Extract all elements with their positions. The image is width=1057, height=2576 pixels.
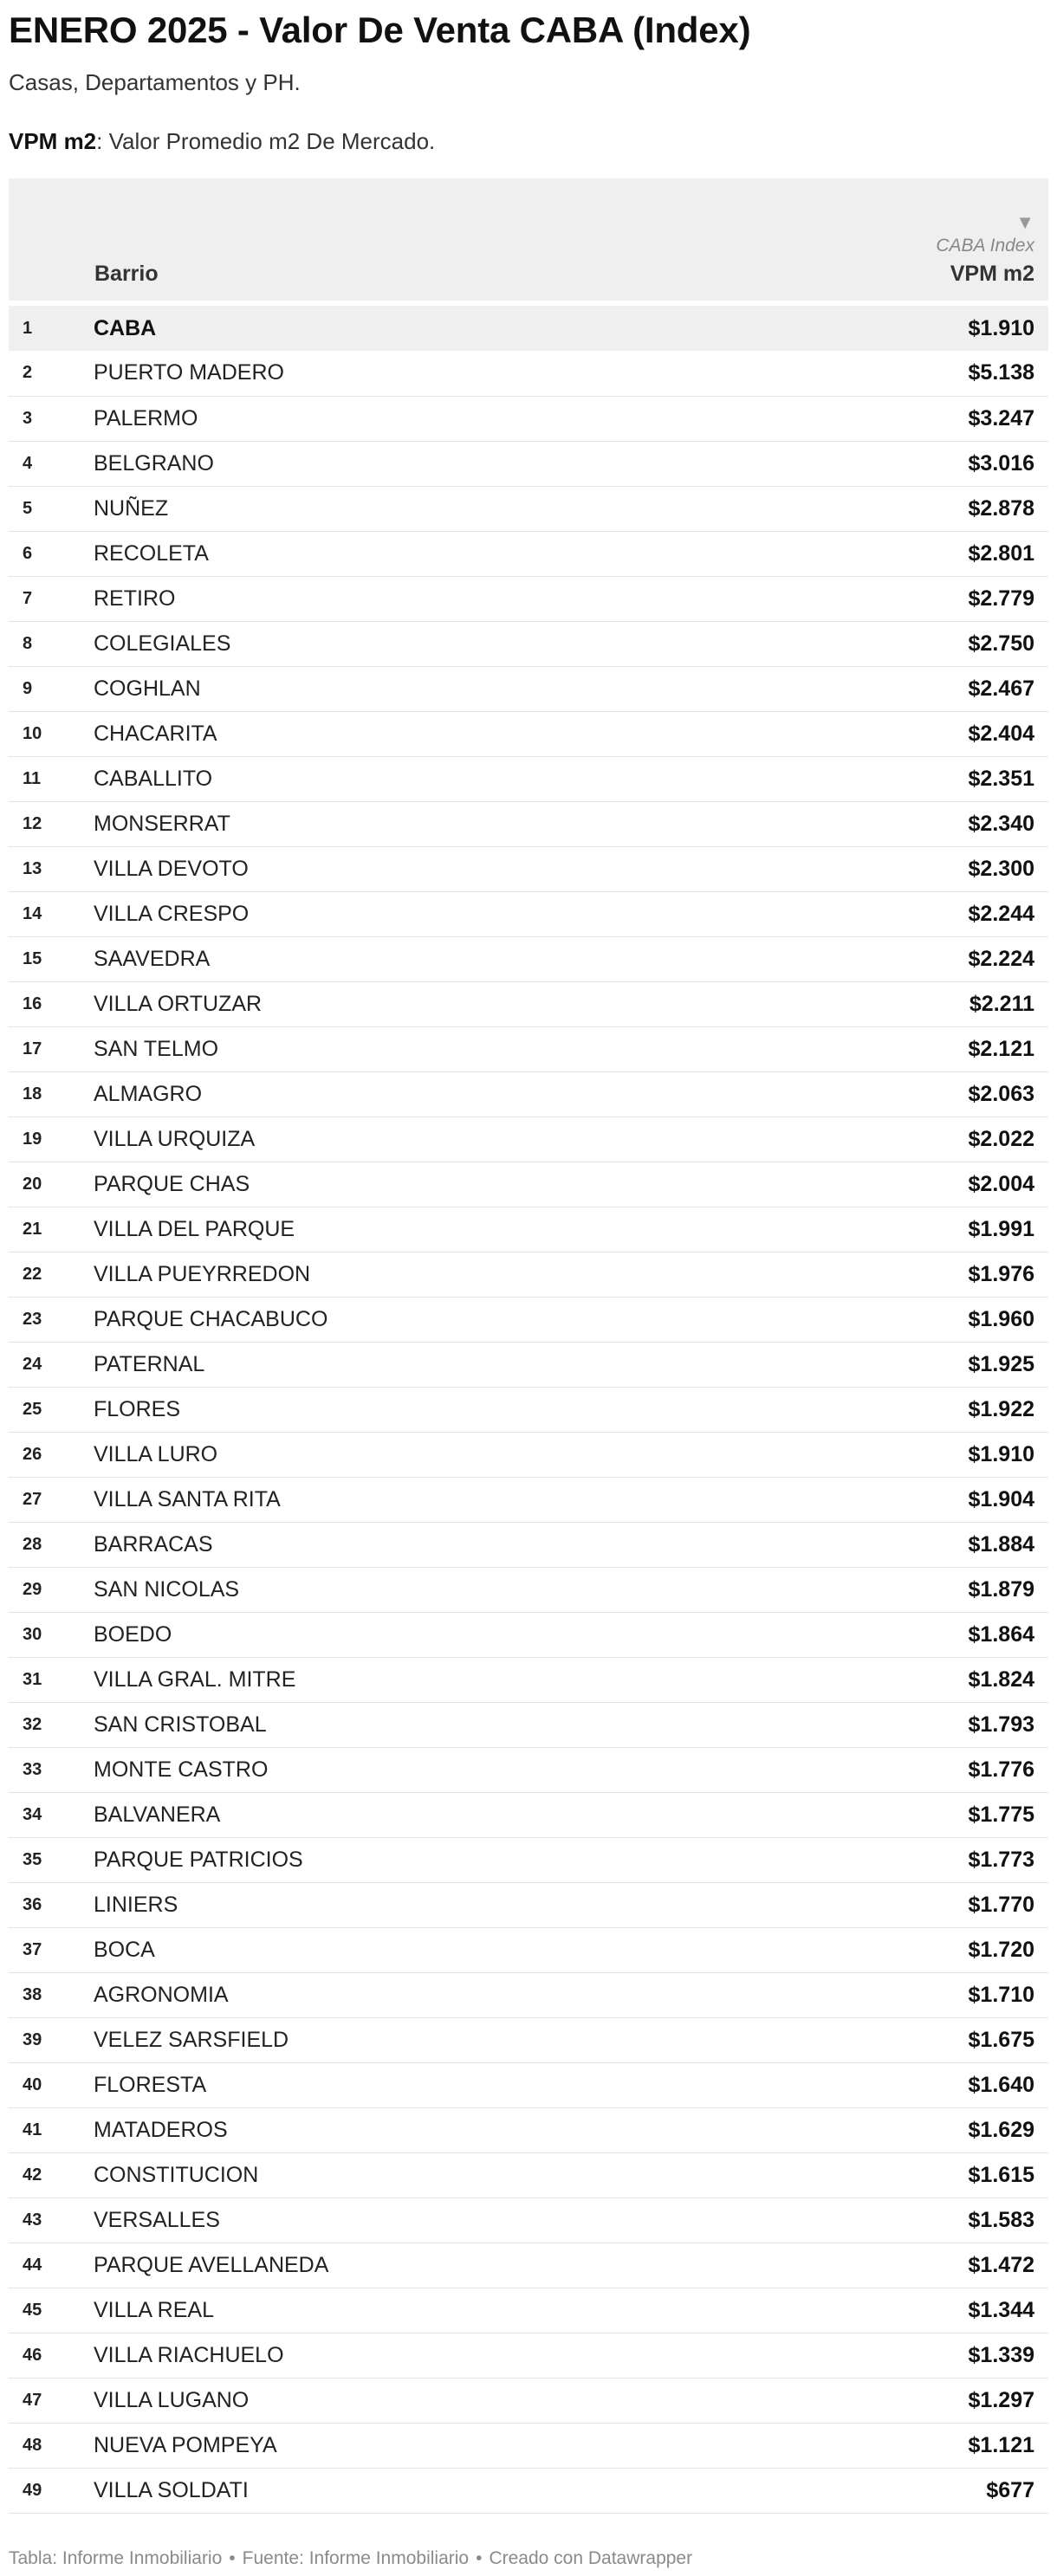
vpm-value-cell: $1.793 — [704, 1702, 1048, 1747]
table-row — [9, 1747, 1048, 1792]
header-value-label: VPM m2 — [950, 262, 1034, 286]
vpm-value-cell: $1.775 — [704, 1792, 1048, 1837]
table-row — [9, 1837, 1048, 1882]
vpm-value-cell: $2.779 — [704, 576, 1048, 621]
vpm-value-cell: $677 — [704, 2468, 1048, 2513]
vpm-value-cell: $3.016 — [704, 441, 1048, 486]
vpm-value-cell: $3.247 — [704, 396, 1048, 441]
table-row — [9, 846, 1048, 891]
barrio-cell: PARQUE CHACABUCO — [94, 1297, 704, 1342]
barrio-cell: VELEZ SARSFIELD — [94, 2017, 704, 2062]
vpm-value-cell: $1.640 — [704, 2062, 1048, 2107]
barrio-cell: CABALLITO — [94, 756, 704, 801]
vpm-value-cell: $1.904 — [704, 1477, 1048, 1522]
table-row — [9, 1522, 1048, 1567]
table-row — [9, 1882, 1048, 1927]
header-rank — [9, 178, 94, 301]
rank-cell: 30 — [9, 1612, 94, 1657]
table-row — [9, 396, 1048, 441]
barrio-cell: PUERTO MADERO — [94, 351, 704, 396]
table-row — [9, 351, 1048, 396]
rank-cell: 32 — [9, 1702, 94, 1747]
rank-cell: 3 — [9, 396, 94, 441]
vpm-value-cell: $2.211 — [704, 981, 1048, 1026]
rank-cell: 15 — [9, 936, 94, 981]
table-row — [9, 756, 1048, 801]
vpm-value-cell: $1.629 — [704, 2107, 1048, 2152]
vpm-value-cell: $1.960 — [704, 1297, 1048, 1342]
footer — [9, 2547, 1048, 2571]
table-row — [9, 711, 1048, 756]
vpm-value-cell: $1.615 — [704, 2152, 1048, 2197]
vpm-value-cell: $1.297 — [704, 2378, 1048, 2423]
barrio-cell: PATERNAL — [94, 1342, 704, 1387]
vpm-value-cell: $2.404 — [704, 711, 1048, 756]
rank-cell: 34 — [9, 1792, 94, 1837]
rank-cell: 21 — [9, 1207, 94, 1252]
table-row — [9, 801, 1048, 846]
barrio-cell: NUEVA POMPEYA — [94, 2423, 704, 2468]
vpm-value-cell: $2.340 — [704, 801, 1048, 846]
rank-cell: 26 — [9, 1432, 94, 1477]
table-row — [9, 1071, 1048, 1116]
header-vpm-m2[interactable] — [704, 178, 1048, 301]
rank-cell: 39 — [9, 2017, 94, 2062]
vpm-value-cell: $1.910 — [968, 315, 1034, 340]
table-row — [9, 936, 1048, 981]
rank-cell: 28 — [9, 1522, 94, 1567]
barrio-cell: PALERMO — [94, 396, 704, 441]
table-row — [9, 1792, 1048, 1837]
rank-cell: 9 — [9, 666, 94, 711]
rank-cell: 23 — [9, 1297, 94, 1342]
barrio-cell: RECOLETA — [94, 531, 704, 576]
vpm-value-cell: $5.138 — [704, 351, 1048, 396]
barrio-cell: SAAVEDRA — [94, 936, 704, 981]
table-row — [9, 2152, 1048, 2197]
rank-cell: 36 — [9, 1882, 94, 1927]
vpm-value-cell: $1.773 — [704, 1837, 1048, 1882]
barrio-cell: MATADEROS — [94, 2107, 704, 2152]
rank-cell: 2 — [9, 351, 94, 396]
footer-source: Fuente: Informe Inmobiliario — [242, 2547, 470, 2568]
vpm-value-cell: $1.776 — [704, 1747, 1048, 1792]
rank-cell: 43 — [9, 2197, 94, 2243]
barrio-cell: SAN CRISTOBAL — [94, 1702, 704, 1747]
table-row — [9, 2378, 1048, 2423]
table-row — [9, 2333, 1048, 2378]
table-row — [9, 1116, 1048, 1162]
table-row — [9, 1612, 1048, 1657]
header-note: CABA Index — [936, 236, 1034, 256]
rank-cell: 45 — [9, 2288, 94, 2333]
table-row — [9, 1297, 1048, 1342]
vpm-value-cell: $1.922 — [704, 1387, 1048, 1432]
barrio-cell: VERSALLES — [94, 2197, 704, 2243]
barrio-cell: VILLA LURO — [94, 1432, 704, 1477]
rank-cell: 1 — [23, 318, 33, 338]
vpm-value-cell: $2.004 — [704, 1162, 1048, 1207]
barrio-cell: VILLA GRAL. MITRE — [94, 1657, 704, 1702]
barrio-cell: FLORESTA — [94, 2062, 704, 2107]
rank-cell: 17 — [9, 1026, 94, 1071]
table-row — [9, 2107, 1048, 2152]
table-header-row — [9, 178, 1048, 301]
rank-cell: 5 — [9, 486, 94, 531]
footer-table-credit: Tabla: Informe Inmobiliario — [9, 2547, 223, 2568]
description-term: VPM m2 — [9, 128, 97, 154]
table-body — [9, 306, 1048, 2513]
barrio-cell: NUÑEZ — [94, 486, 704, 531]
rank-cell: 10 — [9, 711, 94, 756]
rank-cell: 46 — [9, 2333, 94, 2378]
table-row — [9, 2243, 1048, 2288]
table-row — [9, 576, 1048, 621]
vpm-value-cell: $2.224 — [704, 936, 1048, 981]
table-row — [9, 666, 1048, 711]
barrio-cell: CHACARITA — [94, 711, 704, 756]
vpm-value-cell: $2.801 — [704, 531, 1048, 576]
vpm-value-cell: $2.022 — [704, 1116, 1048, 1162]
barrio-cell: VILLA URQUIZA — [94, 1116, 704, 1162]
rank-cell: 33 — [9, 1747, 94, 1792]
barrio-cell: PARQUE AVELLANEDA — [94, 2243, 704, 2288]
table-row — [9, 1972, 1048, 2017]
footer-datawrapper-credit: Creado con Datawrapper — [489, 2547, 693, 2568]
sort-down-icon[interactable]: ▼ — [1015, 211, 1034, 233]
rank-cell: 41 — [9, 2107, 94, 2152]
rank-cell: 19 — [9, 1116, 94, 1162]
header-barrio[interactable]: Barrio — [94, 262, 159, 286]
barrio-cell: VILLA DEL PARQUE — [94, 1207, 704, 1252]
table-row — [9, 531, 1048, 576]
barrio-cell: BOEDO — [94, 1612, 704, 1657]
rank-cell: 29 — [9, 1567, 94, 1612]
vpm-value-cell: $2.244 — [704, 891, 1048, 936]
vpm-value-cell: $2.063 — [704, 1071, 1048, 1116]
data-table — [9, 178, 1048, 2514]
table-row — [9, 2017, 1048, 2062]
barrio-cell: SAN NICOLAS — [94, 1567, 704, 1612]
barrio-cell: VILLA LUGANO — [94, 2378, 704, 2423]
barrio-cell: BELGRANO — [94, 441, 704, 486]
footer-separator: • — [476, 2547, 483, 2568]
barrio-cell: BALVANERA — [94, 1792, 704, 1837]
barrio-cell: VILLA SOLDATI — [94, 2468, 704, 2513]
vpm-value-cell: $1.879 — [704, 1567, 1048, 1612]
rank-cell: 11 — [9, 756, 94, 801]
table-row — [9, 1162, 1048, 1207]
rank-cell: 35 — [9, 1837, 94, 1882]
rank-cell: 4 — [9, 441, 94, 486]
barrio-cell: PARQUE PATRICIOS — [94, 1837, 704, 1882]
barrio-cell: CABA — [94, 315, 157, 340]
table-row — [9, 1657, 1048, 1702]
barrio-cell: BOCA — [94, 1927, 704, 1972]
table-row — [9, 1026, 1048, 1071]
rank-cell: 49 — [9, 2468, 94, 2513]
table-row — [9, 2062, 1048, 2107]
vpm-value-cell: $1.824 — [704, 1657, 1048, 1702]
table-row — [9, 1477, 1048, 1522]
rank-cell: 48 — [9, 2423, 94, 2468]
table-row — [9, 891, 1048, 936]
vpm-value-cell: $1.121 — [704, 2423, 1048, 2468]
barrio-cell: COGHLAN — [94, 666, 704, 711]
barrio-cell: BARRACAS — [94, 1522, 704, 1567]
description-text: : Valor Promedio m2 De Mercado. — [96, 128, 436, 154]
vpm-value-cell: $2.121 — [704, 1026, 1048, 1071]
rank-cell: 8 — [9, 621, 94, 666]
rank-cell: 24 — [9, 1342, 94, 1387]
rank-cell: 13 — [9, 846, 94, 891]
rank-cell: 40 — [9, 2062, 94, 2107]
barrio-cell: ALMAGRO — [94, 1071, 704, 1116]
table-row — [9, 1252, 1048, 1297]
table-row — [9, 621, 1048, 666]
description — [9, 126, 1048, 156]
barrio-cell: VILLA PUEYRREDON — [94, 1252, 704, 1297]
vpm-value-cell: $1.720 — [704, 1927, 1048, 1972]
vpm-value-cell: $2.750 — [704, 621, 1048, 666]
table-row — [9, 2197, 1048, 2243]
vpm-value-cell: $1.910 — [704, 1432, 1048, 1477]
vpm-value-cell: $1.991 — [704, 1207, 1048, 1252]
table-row — [9, 2468, 1048, 2513]
vpm-value-cell: $1.675 — [704, 2017, 1048, 2062]
vpm-value-cell: $2.467 — [704, 666, 1048, 711]
rank-cell: 42 — [9, 2152, 94, 2197]
rank-cell: 16 — [9, 981, 94, 1026]
rank-cell: 44 — [9, 2243, 94, 2288]
footer-separator: • — [229, 2547, 236, 2568]
barrio-cell: COLEGIALES — [94, 621, 704, 666]
table-row — [9, 2288, 1048, 2333]
rank-cell: 25 — [9, 1387, 94, 1432]
table-row — [9, 1927, 1048, 1972]
vpm-value-cell: $1.344 — [704, 2288, 1048, 2333]
rank-cell: 14 — [9, 891, 94, 936]
vpm-value-cell: $1.864 — [704, 1612, 1048, 1657]
barrio-cell: CONSTITUCION — [94, 2152, 704, 2197]
barrio-cell: PARQUE CHAS — [94, 1162, 704, 1207]
barrio-cell: SAN TELMO — [94, 1026, 704, 1071]
table-row — [9, 306, 1048, 351]
rank-cell: 6 — [9, 531, 94, 576]
rank-cell: 27 — [9, 1477, 94, 1522]
table-row — [9, 981, 1048, 1026]
vpm-value-cell: $2.878 — [704, 486, 1048, 531]
table-row — [9, 486, 1048, 531]
table-row — [9, 1387, 1048, 1432]
vpm-value-cell: $1.925 — [704, 1342, 1048, 1387]
rank-cell: 22 — [9, 1252, 94, 1297]
vpm-value-cell: $1.770 — [704, 1882, 1048, 1927]
rank-cell: 18 — [9, 1071, 94, 1116]
table-row — [9, 1207, 1048, 1252]
table-row — [9, 1342, 1048, 1387]
vpm-value-cell: $1.583 — [704, 2197, 1048, 2243]
barrio-cell: MONTE CASTRO — [94, 1747, 704, 1792]
barrio-cell: AGRONOMIA — [94, 1972, 704, 2017]
barrio-cell: VILLA RIACHUELO — [94, 2333, 704, 2378]
table-row — [9, 2423, 1048, 2468]
barrio-cell: VILLA ORTUZAR — [94, 981, 704, 1026]
vpm-value-cell: $1.710 — [704, 1972, 1048, 2017]
barrio-cell: VILLA DEVOTO — [94, 846, 704, 891]
rank-cell: 37 — [9, 1927, 94, 1972]
barrio-cell: RETIRO — [94, 576, 704, 621]
page-title: ENERO 2025 - Valor De Venta CABA (Index) — [9, 10, 751, 50]
table-row — [9, 441, 1048, 486]
rank-cell: 47 — [9, 2378, 94, 2423]
barrio-cell: VILLA SANTA RITA — [94, 1477, 704, 1522]
table-row — [9, 1567, 1048, 1612]
rank-cell: 7 — [9, 576, 94, 621]
rank-cell: 12 — [9, 801, 94, 846]
vpm-value-cell: $1.472 — [704, 2243, 1048, 2288]
vpm-value-cell: $1.976 — [704, 1252, 1048, 1297]
vpm-value-cell: $1.339 — [704, 2333, 1048, 2378]
barrio-cell: VILLA REAL — [94, 2288, 704, 2333]
barrio-cell: LINIERS — [94, 1882, 704, 1927]
table-row — [9, 1432, 1048, 1477]
subtitle: Casas, Departamentos y PH. — [9, 69, 301, 95]
table-row — [9, 1702, 1048, 1747]
barrio-cell: FLORES — [94, 1387, 704, 1432]
vpm-value-cell: $2.351 — [704, 756, 1048, 801]
rank-cell: 20 — [9, 1162, 94, 1207]
vpm-value-cell: $2.300 — [704, 846, 1048, 891]
rank-cell: 38 — [9, 1972, 94, 2017]
barrio-cell: MONSERRAT — [94, 801, 704, 846]
barrio-cell: VILLA CRESPO — [94, 891, 704, 936]
rank-cell: 31 — [9, 1657, 94, 1702]
vpm-value-cell: $1.884 — [704, 1522, 1048, 1567]
